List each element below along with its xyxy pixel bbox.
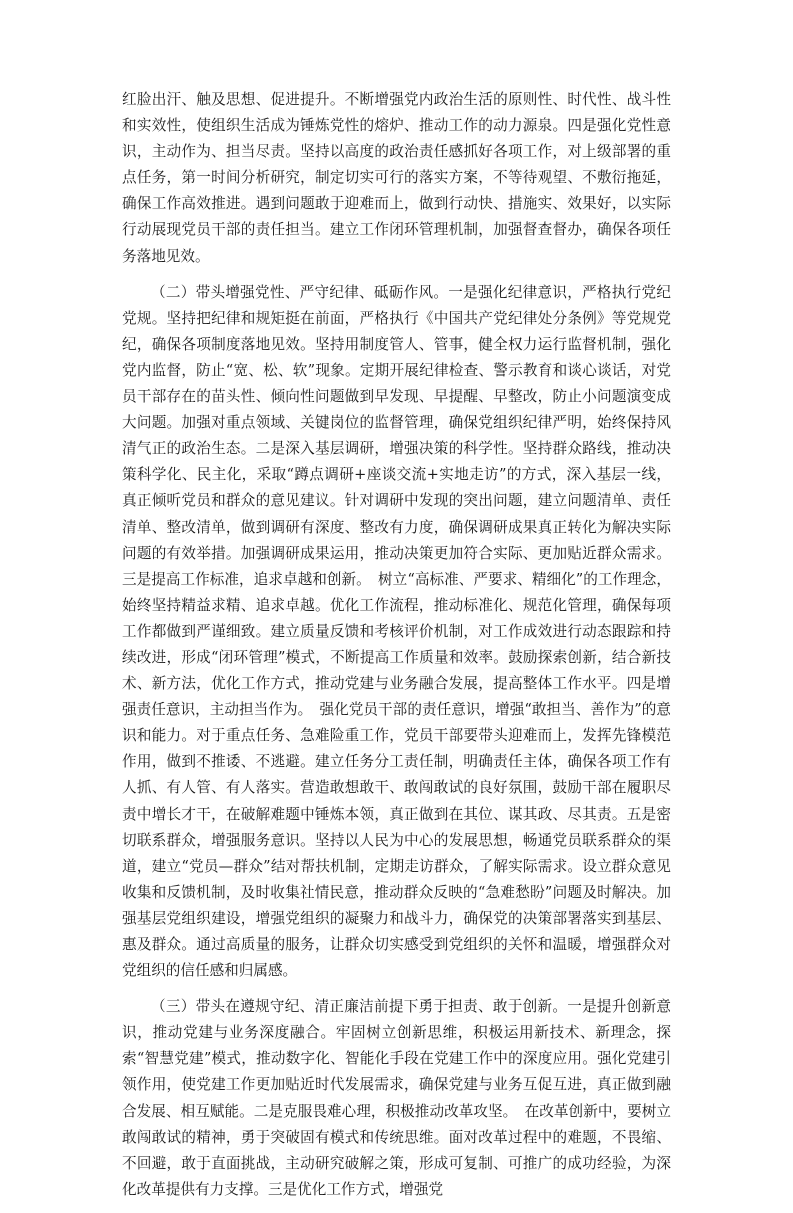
paragraph-section-three: （三）带头在遵规守纪、清正廉洁前提下勇于担责、敢于创新。一是提升创新意识，推动党建与业务深度融合。牢固树立创新思维，积极运用新技术、新理念，探索“智慧党建”模式，推动数字化、智能化手段在党建工作中的深度应用。强化党建引领作用，使党建工作更加贴近时代发展需求，确保党建与业务互促互进，真正做到融合发展、相互赋能。二是克服畏难心理，积极推动改革攻坚。 在改革创新中，要树立敢闯敢试的精神，勇于突破固有模式和传统思维。面对改革过程中的难题，不畏缩、不回避，敢于直面挑战，主动研究破解之策，形成可复制、可推广的成功经验，为深化改革提供有力支撑。三是优化工作方式，增强党 <box>122 998 671 1198</box>
document-body <box>122 87 671 1213</box>
paragraph-continuation: 红脸出汗、触及思想、促进提升。不断增强党内政治生活的原则性、时代性、战斗性和实效性，使组织生活成为锤炼党性的熔炉、推动工作的动力源泉。四是强化党性意识，主动作为、担当尽责。坚持以高度的政治责任感抓好各项工作，对上级部署的重点任务，第一时间分析研究，制定切实可行的落实方案，不等待观望、不敷衍拖延，确保工作高效推进。遇到问题敢于迎难而上，做到行动快、措施实、效果好，以实际行动展现党员干部的责任担当。建立工作闭环管理机制，加强督查督办，确保各项任务落地见效。 <box>122 91 671 265</box>
paragraph-section-two: （二）带头增强党性、严守纪律、砥砺作风。一是强化纪律意识，严格执行党纪党规。坚持把纪律和规矩挺在前面，严格执行《中国共产党纪律处分条例》等党规党纪，确保各项制度落地见效。坚持用制度管人、管事，健全权力运行监督机制，强化党内监督，防止“宽、松、软”现象。定期开展纪律检查、警示教育和谈心谈话，对党员干部存在的苗头性、倾向性问题做到早发现、早提醒、早整改，防止小问题演变成大问题。加强对重点领域、关键岗位的监督管理，确保党组织纪律严明，始终保持风清气正的政治生态。二是深入基层调研，增强决策的科学性。坚持群众路线，推动决策科学化、民主化，采取“蹲点调研+座谈交流+实地走访”的方式，深入基层一线，真正倾听党员和群众的意见建议。针对调研中发现的突出问题，建立问题清单、责任清单、整改清单，做到调研有深度、整改有力度，确保调研成果真正转化为解决实际问题的有效举措。加强调研成果运用，推动决策更加符合实际、更加贴近群众需求。三是提高工作标准，追求卓越和创新。 树立“高标准、严要求、精细化”的工作理念，始终坚持精益求精、追求卓越。优化工作流程，推动标准化、规范化管理，确保每项工作都做到严谨细致。建立质量反馈和考核评价机制，对工作成效进行动态跟踪和持续改进，形成“闭环管理”模式，不断提高工作质量和效率。鼓励探索创新，结合新技术、新方法，优化工作方式，推动党建与业务融合发展，提高整体工作水平。四是增强责任意识，主动担当作为。 强化党员干部的责任意识，增强“敢担当、善作为”的意识和能力。对于重点任务、急难险重工作，党员干部要带头迎难而上，发挥先锋模范作用，做到不推诿、不逃避。建立任务分工责任制，明确责任主体，确保各项工作有人抓、有人管、有人落实。营造敢想敢干、敢闯敢试的良好氛围，鼓励干部在履职尽责中增长才干，在破解难题中锤炼本领，真正做到在其位、谋其政、尽其责。五是密切联系群众，增强服务意识。坚持以人民为中心的发展思想，畅通党员联系群众的渠道，建立“党员—群众”结对帮扶机制，定期走访群众，了解实际需求。设立群众意见收集和反馈机制，及时收集社情民意，推动群众反映的“急难愁盼”问题及时解决。加强基层党组织建设，增强党组织的凝聚力和战斗力，确保党的决策部署落实到基层、惠及群众。通过高质量的服务，让群众切实感受到党组织的关怀和温暖，增强群众对党组织的信任感和归属感。 <box>122 283 671 980</box>
